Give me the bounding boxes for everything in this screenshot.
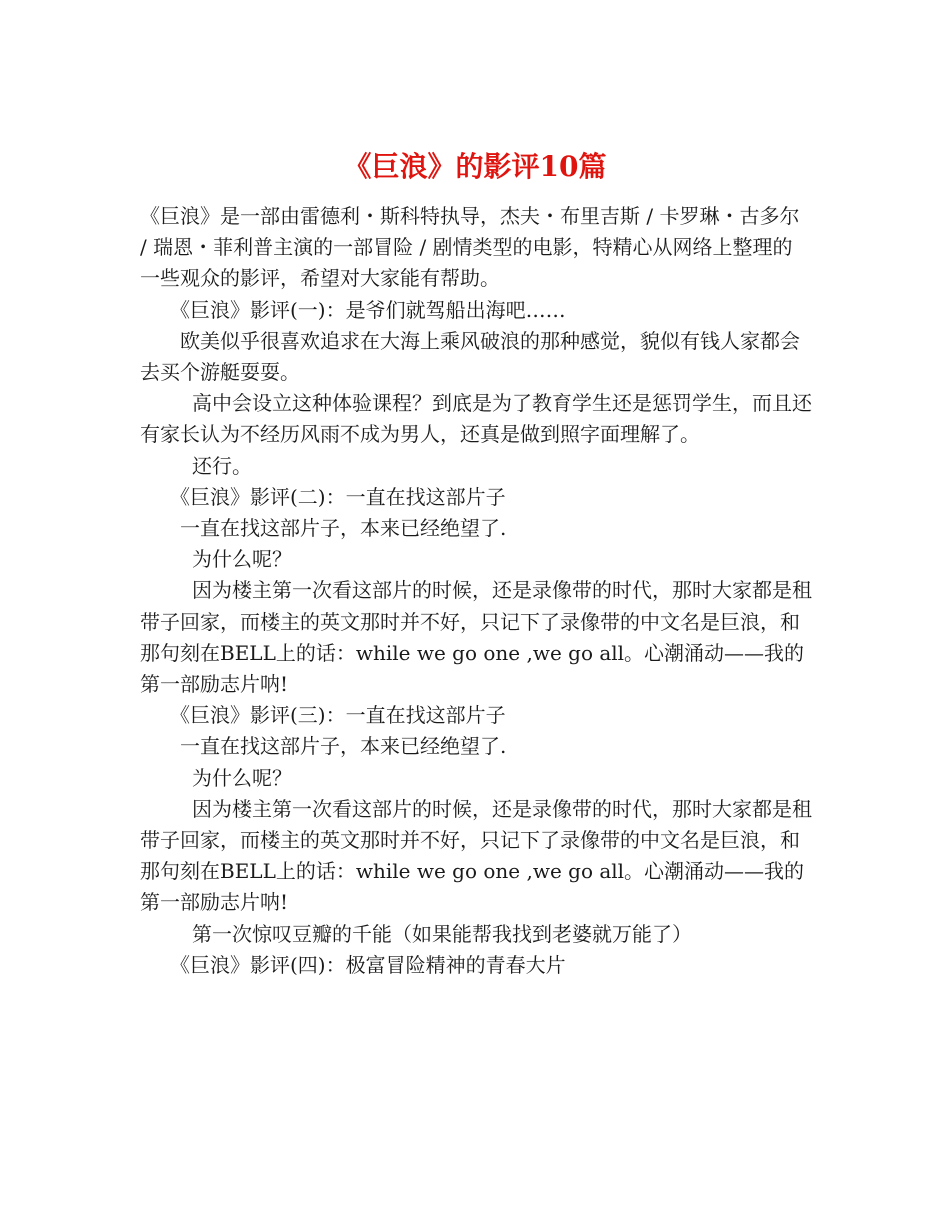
paragraph: 高中会设立这种体验课程？到底是为了教育学生还是惩罚学生，而且还有家长认为不经历风雨不成为男人，还真是做到照字面理解了。 <box>140 391 812 447</box>
document-title: 《巨浪》的影评10篇 <box>343 149 607 183</box>
paragraph: 第一次惊叹豆瓣的千能（如果能帮我找到老婆就万能了） <box>192 921 692 946</box>
paragraph: 一直在找这部片子，本来已经绝望了. <box>180 734 507 759</box>
paragraph: 还行。 <box>192 453 252 478</box>
paragraph: 为什么呢？ <box>192 765 292 790</box>
paragraph: 欧美似乎很喜欢追求在大海上乘风破浪的那种感觉，貌似有钱人家都会去买个游艇耍耍。 <box>140 328 800 385</box>
review-heading: 《巨浪》影评(四)：极富冒险精神的青春大片 <box>170 952 566 977</box>
paragraph: 为什么呢？ <box>192 547 292 572</box>
paragraph: 《巨浪》是一部由雷德利・斯科特执导，杰夫・布里吉斯 / 卡罗琳・古多尔 / 瑞恩・菲利普主演的一部冒险 / 剧情类型的电影，特精心从网络上整理的一些观众的影评，希望对大家能有帮助。 <box>140 204 806 291</box>
paragraph: 因为楼主第一次看这部片的时候，还是录像带的时代，那时大家都是租带子回家，而楼主的英文那时并不好，只记下了录像带的中文名是巨浪，和那句刻在BELL上的话：while we go one ,we go all。心潮涌动——我的第一部励志片呐! <box>140 796 812 915</box>
review-heading: 《巨浪》影评(二)：一直在找这部片子 <box>170 484 506 509</box>
paragraph: 一直在找这部片子，本来已经绝望了. <box>180 516 507 541</box>
paragraph: 因为楼主第一次看这部片的时候，还是录像带的时代，那时大家都是租带子回家，而楼主的英文那时并不好，只记下了录像带的中文名是巨浪，和那句刻在BELL上的话：while we go one ,we go all。心潮涌动——我的第一部励志片呐! <box>140 578 812 697</box>
review-heading: 《巨浪》影评(一)：是爷们就驾船出海吧…… <box>170 297 566 322</box>
review-heading: 《巨浪》影评(三)：一直在找这部片子 <box>170 703 506 728</box>
document-body <box>140 201 812 981</box>
